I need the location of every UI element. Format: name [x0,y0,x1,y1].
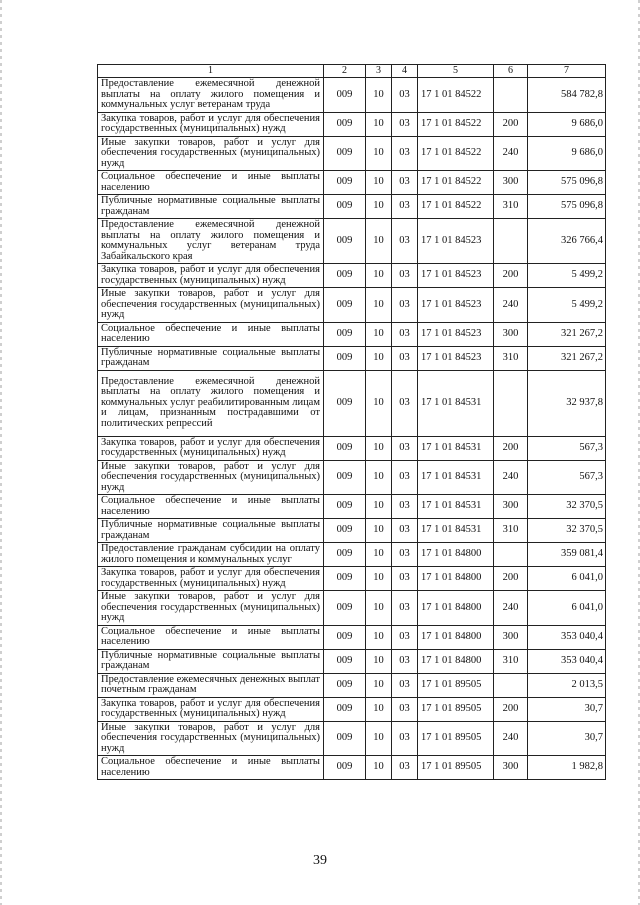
cell-cs: 17 1 01 84522 [418,112,494,136]
cell-vr: 200 [494,567,528,591]
cell-sum: 32 370,5 [528,495,606,519]
cell-cs: 17 1 01 84523 [418,288,494,323]
table-row [98,567,606,591]
cell-rz: 10 [366,370,392,436]
cell-name: Иные закупки товаров, работ и услуг для обеспечения государственных (муниципальных) нужд [98,136,324,171]
cell-name: Закупка товаров, работ и услуг для обеспечения государственных (муниципальных) нужд [98,697,324,721]
cell-cs: 17 1 01 84531 [418,460,494,495]
table-row [98,78,606,113]
page-number: 39 [313,853,327,868]
cell-pr: 03 [392,495,418,519]
cell-vr: 300 [494,495,528,519]
cell-name: Закупка товаров, работ и услуг для обеспечения государственных (муниципальных) нужд [98,567,324,591]
cell-grbs: 009 [324,721,366,756]
cell-rz: 10 [366,721,392,756]
cell-vr: 200 [494,112,528,136]
cell-cs: 17 1 01 84522 [418,171,494,195]
cell-pr: 03 [392,567,418,591]
cell-name: Закупка товаров, работ и услуг для обеспечения государственных (муниципальных) нужд [98,264,324,288]
cell-rz: 10 [366,519,392,543]
cell-cs: 17 1 01 84523 [418,346,494,370]
cell-pr: 03 [392,460,418,495]
cell-name: Социальное обеспечение и иные выплаты населению [98,625,324,649]
cell-sum: 326 766,4 [528,219,606,264]
cell-vr: 240 [494,288,528,323]
cell-vr [494,543,528,567]
cell-sum: 567,3 [528,460,606,495]
table-row [98,112,606,136]
cell-grbs: 009 [324,519,366,543]
budget-table [97,64,606,780]
cell-pr: 03 [392,78,418,113]
table-row [98,495,606,519]
cell-rz: 10 [366,112,392,136]
cell-cs: 17 1 01 84522 [418,78,494,113]
cell-pr: 03 [392,322,418,346]
table-row [98,625,606,649]
cell-rz: 10 [366,136,392,171]
cell-pr: 03 [392,264,418,288]
cell-grbs: 009 [324,543,366,567]
table-row [98,519,606,543]
header-col-5: 5 [418,65,494,78]
cell-cs: 17 1 01 89505 [418,756,494,780]
cell-name: Социальное обеспечение и иные выплаты населению [98,756,324,780]
cell-rz: 10 [366,171,392,195]
cell-grbs: 009 [324,649,366,673]
cell-name: Иные закупки товаров, работ и услуг для обеспечения государственных (муниципальных) нужд [98,288,324,323]
cell-vr: 310 [494,519,528,543]
table-row [98,697,606,721]
cell-name: Предоставление ежемесячных денежных выплат почетным гражданам [98,673,324,697]
cell-grbs: 009 [324,322,366,346]
cell-name: Предоставление ежемесячной денежной выплаты на оплату жилого помещения и коммунальных услуг ветеранам труда [98,78,324,113]
cell-pr: 03 [392,346,418,370]
cell-sum: 6 041,0 [528,591,606,626]
cell-rz: 10 [366,756,392,780]
cell-pr: 03 [392,543,418,567]
cell-vr: 310 [494,195,528,219]
cell-cs: 17 1 01 89505 [418,673,494,697]
cell-grbs: 009 [324,697,366,721]
header-row [98,65,606,78]
cell-rz: 10 [366,436,392,460]
cell-sum: 584 782,8 [528,78,606,113]
cell-pr: 03 [392,591,418,626]
cell-cs: 17 1 01 84523 [418,219,494,264]
cell-grbs: 009 [324,171,366,195]
cell-grbs: 009 [324,673,366,697]
cell-pr: 03 [392,112,418,136]
cell-vr [494,370,528,436]
cell-vr: 200 [494,697,528,721]
cell-name: Предоставление ежемесячной денежной выплаты на оплату жилого помещения и коммунальных услуг ветеранам труда Забайкальского края [98,219,324,264]
cell-pr: 03 [392,756,418,780]
cell-name: Иные закупки товаров, работ и услуг для обеспечения государственных (муниципальных) нужд [98,460,324,495]
cell-sum: 321 267,2 [528,322,606,346]
cell-sum: 567,3 [528,436,606,460]
cell-pr: 03 [392,519,418,543]
table-row [98,370,606,436]
header-col-2: 2 [324,65,366,78]
cell-cs: 17 1 01 84523 [418,322,494,346]
cell-sum: 359 081,4 [528,543,606,567]
cell-pr: 03 [392,649,418,673]
cell-name: Закупка товаров, работ и услуг для обеспечения государственных (муниципальных) нужд [98,436,324,460]
cell-rz: 10 [366,495,392,519]
cell-pr: 03 [392,673,418,697]
cell-sum: 30,7 [528,697,606,721]
table-row [98,436,606,460]
cell-name: Предоставление гражданам субсидии на оплату жилого помещения и коммунальных услуг [98,543,324,567]
cell-sum: 5 499,2 [528,264,606,288]
cell-sum: 1 982,8 [528,756,606,780]
cell-cs: 17 1 01 84523 [418,264,494,288]
cell-sum: 32 937,8 [528,370,606,436]
cell-sum: 575 096,8 [528,195,606,219]
cell-vr: 200 [494,436,528,460]
cell-vr: 310 [494,346,528,370]
cell-cs: 17 1 01 84531 [418,436,494,460]
cell-vr [494,78,528,113]
cell-cs: 17 1 01 84522 [418,136,494,171]
cell-name: Публичные нормативные социальные выплаты гражданам [98,195,324,219]
cell-sum: 9 686,0 [528,112,606,136]
table-row [98,460,606,495]
cell-grbs: 009 [324,136,366,171]
cell-grbs: 009 [324,591,366,626]
cell-sum: 32 370,5 [528,519,606,543]
cell-vr: 240 [494,460,528,495]
table-row [98,756,606,780]
cell-rz: 10 [366,567,392,591]
cell-cs: 17 1 01 84800 [418,625,494,649]
cell-vr: 200 [494,264,528,288]
cell-sum: 9 686,0 [528,136,606,171]
cell-pr: 03 [392,625,418,649]
cell-name: Закупка товаров, работ и услуг для обеспечения государственных (муниципальных) нужд [98,112,324,136]
cell-rz: 10 [366,346,392,370]
cell-grbs: 009 [324,112,366,136]
table-row [98,673,606,697]
table-row [98,136,606,171]
header-col-7: 7 [528,65,606,78]
cell-pr: 03 [392,171,418,195]
cell-vr: 300 [494,171,528,195]
cell-vr: 300 [494,756,528,780]
cell-name: Публичные нормативные социальные выплаты гражданам [98,519,324,543]
cell-rz: 10 [366,543,392,567]
cell-rz: 10 [366,697,392,721]
cell-cs: 17 1 01 89505 [418,721,494,756]
cell-name: Социальное обеспечение и иные выплаты населению [98,322,324,346]
table-row [98,219,606,264]
cell-sum: 5 499,2 [528,288,606,323]
table-row [98,591,606,626]
cell-name: Публичные нормативные социальные выплаты гражданам [98,346,324,370]
cell-grbs: 009 [324,264,366,288]
cell-rz: 10 [366,460,392,495]
cell-grbs: 009 [324,195,366,219]
cell-grbs: 009 [324,495,366,519]
cell-pr: 03 [392,370,418,436]
cell-rz: 10 [366,195,392,219]
header-col-1: 1 [98,65,324,78]
cell-grbs: 009 [324,78,366,113]
cell-vr: 300 [494,322,528,346]
cell-name: Публичные нормативные социальные выплаты гражданам [98,649,324,673]
table-row [98,721,606,756]
cell-vr [494,673,528,697]
cell-name: Предоставление ежемесячной денежной выплаты на оплату жилого помещения и коммунальных услуг реабилитированным лицам и лицам, признанным пострадавшими от политических репрессий [98,370,324,436]
cell-cs: 17 1 01 84800 [418,567,494,591]
cell-pr: 03 [392,136,418,171]
cell-pr: 03 [392,697,418,721]
cell-sum: 353 040,4 [528,625,606,649]
cell-grbs: 009 [324,288,366,323]
cell-pr: 03 [392,219,418,264]
cell-rz: 10 [366,219,392,264]
cell-rz: 10 [366,649,392,673]
cell-sum: 6 041,0 [528,567,606,591]
cell-grbs: 009 [324,567,366,591]
cell-pr: 03 [392,195,418,219]
cell-vr: 310 [494,649,528,673]
cell-grbs: 009 [324,625,366,649]
header-col-4: 4 [392,65,418,78]
cell-vr [494,219,528,264]
table-row [98,195,606,219]
table-row [98,264,606,288]
cell-pr: 03 [392,721,418,756]
cell-cs: 17 1 01 84800 [418,649,494,673]
cell-sum: 2 013,5 [528,673,606,697]
cell-rz: 10 [366,591,392,626]
cell-sum: 353 040,4 [528,649,606,673]
cell-grbs: 009 [324,370,366,436]
table-row [98,649,606,673]
cell-sum: 30,7 [528,721,606,756]
cell-name: Социальное обеспечение и иные выплаты населению [98,495,324,519]
cell-cs: 17 1 01 84522 [418,195,494,219]
cell-grbs: 009 [324,756,366,780]
table-row [98,346,606,370]
cell-cs: 17 1 01 84531 [418,519,494,543]
cell-rz: 10 [366,673,392,697]
table-row [98,171,606,195]
cell-grbs: 009 [324,346,366,370]
cell-grbs: 009 [324,460,366,495]
cell-rz: 10 [366,322,392,346]
cell-grbs: 009 [324,219,366,264]
cell-cs: 17 1 01 84800 [418,591,494,626]
cell-vr: 240 [494,721,528,756]
cell-sum: 575 096,8 [528,171,606,195]
cell-pr: 03 [392,436,418,460]
cell-pr: 03 [392,288,418,323]
cell-vr: 240 [494,591,528,626]
header-col-6: 6 [494,65,528,78]
cell-vr: 300 [494,625,528,649]
cell-name: Иные закупки товаров, работ и услуг для обеспечения государственных (муниципальных) нужд [98,591,324,626]
cell-sum: 321 267,2 [528,346,606,370]
cell-rz: 10 [366,625,392,649]
cell-name: Социальное обеспечение и иные выплаты населению [98,171,324,195]
scan-left-edge [0,0,2,905]
cell-vr: 240 [494,136,528,171]
header-col-3: 3 [366,65,392,78]
table-row [98,322,606,346]
cell-cs: 17 1 01 84800 [418,543,494,567]
cell-cs: 17 1 01 89505 [418,697,494,721]
cell-name: Иные закупки товаров, работ и услуг для обеспечения государственных (муниципальных) нужд [98,721,324,756]
cell-cs: 17 1 01 84531 [418,495,494,519]
cell-rz: 10 [366,78,392,113]
cell-rz: 10 [366,288,392,323]
cell-cs: 17 1 01 84531 [418,370,494,436]
table-row [98,288,606,323]
cell-rz: 10 [366,264,392,288]
table-row [98,543,606,567]
cell-grbs: 009 [324,436,366,460]
